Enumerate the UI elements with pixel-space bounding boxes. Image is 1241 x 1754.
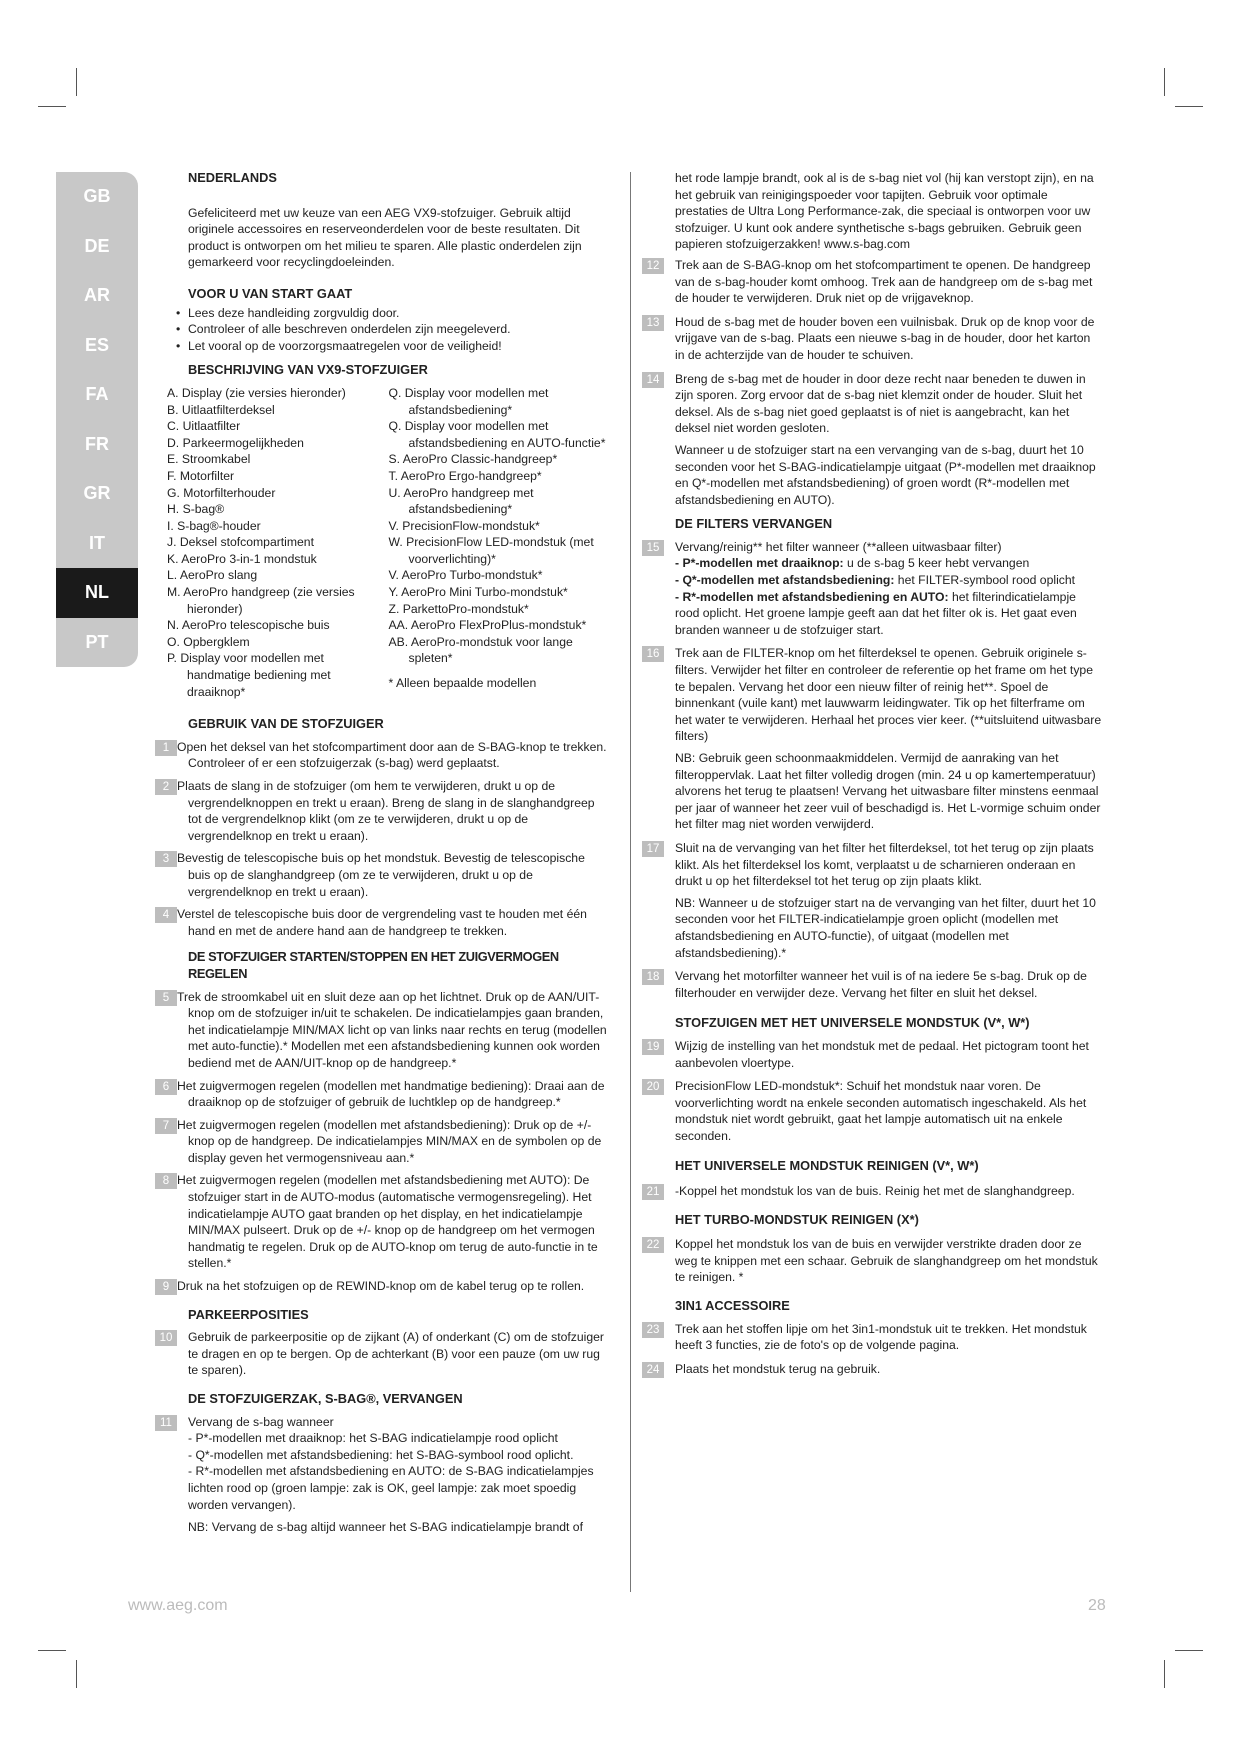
- part-item: W. PrecisionFlow LED-mondstuk (met voorverlichting)*: [388, 535, 594, 566]
- crop-mark: [76, 1660, 77, 1688]
- heading-accessory: 3IN1 ACCESSOIRE: [675, 1298, 790, 1314]
- step: [155, 850, 610, 900]
- part-item: I. S-bag®-houder: [167, 518, 261, 533]
- part-item: AB. AeroPro-mondstuk voor lange spleten*: [388, 634, 573, 666]
- step: [642, 840, 1102, 961]
- continued-text: het rode lampje brandt, ook al is de s-bag niet vol (hij kan verstopt zijn), en na het gebruik van reinigingspoeder voor tapijten. Gebruik voor optimale prestaties de Ultra Long Performance-zak, die speciaal is ontworpen voor uw stofzuiger. U kunt ook andere synthetische s-bags gebruiken. Gebruik geen papieren stofzuigerzakken! www.s-bag.com: [675, 171, 1094, 252]
- bag-line: - R*-modellen met afstandsbediening en AUTO: de S-BAG indicatielampjes lichten rood op (groen lampje: zak is OK, geel lampje: zak moet spoedig worden vervangen).: [188, 1464, 594, 1512]
- tab-es[interactable]: ES: [56, 321, 138, 371]
- part-item: O. Opbergklem: [167, 634, 250, 649]
- step: [155, 1117, 610, 1167]
- part-item: Q. Display voor modellen met afstandsbediening en AUTO-functie*: [388, 419, 606, 450]
- step-number: 23: [642, 1322, 664, 1338]
- step-text: Trek aan het stoffen lipje om het 3in1-mondstuk uit te trekken. Het mondstuk heeft 3 functies, zie de foto's op de volgende pagina.: [675, 1321, 1087, 1353]
- step-number: 20: [642, 1079, 664, 1095]
- step-number: 15: [642, 540, 664, 556]
- after-bag-note: Wanneer u de stofzuiger start na een vervanging van de s-bag, duurt het 10 seconden voor het S-BAG-indicatielampje uitgaat (P*-modellen met draaiknop en Q*-modellen met afstandsbediening) of groen wordt (R*-modellen met afstandsbediening en AUTO).: [675, 442, 1096, 507]
- heading-turbo: HET TURBO-MONDSTUK REINIGEN (X*): [675, 1211, 919, 1227]
- step-number: 22: [642, 1237, 664, 1253]
- step: [642, 1361, 1102, 1378]
- bag-note: NB: Vervang de s-bag altijd wanneer het S-BAG indicatielampje brandt of: [188, 1520, 583, 1535]
- step: [155, 778, 610, 844]
- step-number: 19: [642, 1039, 664, 1055]
- column-divider: [630, 172, 631, 1592]
- crop-mark: [1175, 106, 1203, 107]
- step-text: Vervang de s-bag wanneer: [188, 1414, 334, 1429]
- step-text: Trek aan de FILTER-knop om het filterdeksel te openen. Gebruik originele s-filters. Verwijder het filter en controleer de referentie op het frame om het type te bepalen. Vervang het door een nieuw filter of reinig het**. Spoel de binnenkant (vuile kant) met lauwwarm leidingwater. Tik op het filterframe om het water te verwijderen. Herhaal het proces vier keer. (**uitsluitend uitwasbare filters): [675, 646, 1102, 744]
- heading-description: BESCHRIJVING VAN VX9-STOFZUIGER: [188, 362, 428, 378]
- heading-universal-clean: HET UNIVERSELE MONDSTUK REINIGEN (V*, W*): [675, 1158, 979, 1174]
- part-item: V. AeroPro Turbo-mondstuk*: [388, 568, 543, 583]
- part-item: K. AeroPro 3-in-1 mondstuk: [167, 551, 317, 566]
- step-text: Bevestig de telescopische buis op het mondstuk. Bevestig de telescopische buis op de slanghandgreep (om ze te verwijderen, drukt u op de vergrendelknop en trekt u eraan).: [177, 851, 585, 899]
- tab-gb[interactable]: GB: [56, 172, 138, 222]
- heading-start-stop: DE STOFZUIGER STARTEN/STOPPEN EN HET ZUIGVERMOGEN REGELEN: [188, 949, 559, 981]
- step: [155, 1172, 610, 1272]
- part-item: M. AeroPro handgreep (zie versies hieronder): [167, 585, 355, 616]
- part-item: V. PrecisionFlow-mondstuk*: [388, 518, 540, 533]
- step-text: Het zuigvermogen regelen (modellen met afstandsbediening): Druk op de +/- knop op de handgreep. De indicatielampjes MIN/MAX en de symbolen op de display geven het vermogensniveau aan.*: [177, 1117, 602, 1165]
- step-text: Koppel het mondstuk los van de buis en verwijder verstrikte draden door ze weg te knippen met een schaar. Gebruik de slanghandgreep om het mondstuk te reinigen. *: [675, 1237, 1098, 1285]
- step: [155, 906, 610, 939]
- language-tabs: [56, 172, 138, 667]
- part-item: E. Stroomkabel: [167, 452, 251, 467]
- crop-mark: [1175, 1650, 1203, 1651]
- heading-filters: DE FILTERS VERVANGEN: [675, 516, 833, 532]
- step: [155, 1278, 610, 1295]
- step: [155, 1329, 610, 1379]
- step: [642, 645, 1102, 833]
- list-item: • Lees deze handleiding zorgvuldig door.: [188, 305, 610, 322]
- step: [642, 1321, 1102, 1354]
- step-number: 4: [155, 907, 177, 923]
- step-text: Open het deksel van het stofcompartiment door aan de S-BAG-knop te trekken. Controleer of er een stofzuigerzak (s-bag) werd geplaatst.: [177, 739, 607, 771]
- crop-mark: [1164, 68, 1165, 96]
- tab-gr[interactable]: GR: [56, 469, 138, 519]
- tab-nl[interactable]: NL: [56, 568, 138, 618]
- step: [642, 314, 1102, 364]
- step: [642, 371, 1102, 509]
- step: [155, 739, 610, 772]
- filter-line-text: het filterindicatielampje rood oplicht. Het groene lampje geeft aan dat het filter ok is. Het gaat even branden wanneer u de stofzuiger start.: [675, 589, 1077, 637]
- part-item: A. Display (zie versies hieronder): [167, 385, 346, 400]
- part-item: T. AeroPro Ergo-handgreep*: [388, 468, 542, 483]
- filter-line: [675, 589, 1102, 639]
- parts-list: [155, 385, 610, 700]
- part-item: Z. ParkettoPro-mondstuk*: [388, 601, 529, 616]
- page-number: 28: [1088, 1597, 1106, 1614]
- heading-before-start: VOOR U VAN START GAAT: [188, 285, 353, 301]
- list-item: • Let vooral op de voorzorgsmaatregelen voor de veiligheid!: [188, 338, 610, 355]
- step-text: Vervang het motorfilter wanneer het vuil is of na iedere 5e s-bag. Druk op de filterhouder en verwijder deze. Vervang het filter en sluit het deksel.: [675, 969, 1087, 1000]
- filter-line-bold: - P*-modellen met draaiknop:: [675, 556, 844, 571]
- part-item: J. Deksel stofcompartiment: [167, 535, 314, 550]
- step-number: 2: [155, 779, 177, 795]
- part-item: N. AeroPro telescopische buis: [167, 618, 330, 633]
- part-item: G. Motorfilterhouder: [167, 485, 276, 500]
- part-item: P. Display voor modellen met handmatige bediening met draaiknop*: [167, 651, 331, 699]
- tab-pt[interactable]: PT: [56, 618, 138, 668]
- crop-mark: [76, 68, 77, 96]
- part-item: U. AeroPro handgreep met afstandsbediening*: [388, 485, 534, 517]
- crop-mark: [38, 106, 66, 107]
- step-number: 21: [642, 1184, 664, 1200]
- part-item: D. Parkeermogelijkheden: [167, 435, 304, 450]
- step-text: Sluit na de vervanging van het filter het filterdeksel, tot het terug op zijn plaats klikt. Als het filterdeksel los komt, verplaatst u de scharnieren onderaan en drukt u op het filterdeksel tot het terug op zijn plaats klikt.: [675, 840, 1094, 889]
- step-number: 18: [642, 969, 664, 985]
- step-text: Verstel de telescopische buis door de vergrendeling vast te houden met één hand en met de andere hand aan de handgreep te trekken.: [177, 907, 587, 938]
- heading-universal: STOFZUIGEN MET HET UNIVERSELE MONDSTUK (V*, W*): [675, 1015, 1030, 1031]
- step-text: Het zuigvermogen regelen (modellen met afstandsbediening met AUTO): De stofzuiger start in de AUTO-modus (automatische vermogensregeling). Het indicatielampje AUTO gaat branden op het display, en het indicatielampje MIN/MAX pulseert. Druk op de +/- knop op de handgreep om het vermogen handmatig te regelen. Druk op de AUTO-knop om terug de auto-functie in te stellen.*: [177, 1173, 598, 1271]
- step-text: -Koppel het mondstuk los van de buis. Reinig het met de slanghandgreep.: [675, 1184, 1075, 1199]
- step-text: Trek aan de S-BAG-knop om het stofcompartiment te openen. De handgreep van de s-bag-houder komt omhoog. Trek aan de handgreep om de s-bag met de houder te verwijderen. Druk niet op de vrijgaveknop.: [675, 257, 1093, 306]
- step: [642, 257, 1102, 307]
- part-item: B. Uitlaatfilterdeksel: [167, 402, 275, 417]
- heading-bag: DE STOFZUIGERZAK, S-BAG®, VERVANGEN: [188, 1391, 463, 1406]
- filter-line-text: u de s-bag 5 keer hebt vervangen: [843, 556, 1030, 571]
- step-text: Druk na het stofzuigen op de REWIND-knop om de kabel terug op te rollen.: [177, 1279, 585, 1294]
- step-text: Breng de s-bag met de houder in door deze recht naar beneden te duwen in zijn sporen. Zorg ervoor dat de s-bag niet klemzit onder de houder. Sluit het deksel. Als de s-bag niet goed geplaatst is of niet is aangebracht, kan het deksel niet worden gesloten.: [675, 371, 1086, 436]
- tab-it[interactable]: IT: [56, 519, 138, 569]
- step-number: 1: [155, 740, 177, 756]
- step-number: 16: [642, 646, 664, 662]
- step-number: 12: [642, 258, 664, 274]
- step-number: 5: [155, 990, 177, 1006]
- part-item: Q. Display voor modellen met afstandsbediening*: [388, 385, 549, 417]
- step-text: Plaats de slang in de stofzuiger (om hem te verwijderen, drukt u op de vergrendelknoppen en trekt u eraan). Breng de slang in de slanghandgreep tot de vergrendelknop klikt (om ze te verwijderen, drukt u op de vergrendelknop en trekt u eraan).: [177, 779, 595, 843]
- bag-line: - P*-modellen met draaiknop: het S-BAG indicatielampje rood oplicht: [188, 1431, 558, 1446]
- footer-url[interactable]: www.aeg.com: [128, 1597, 228, 1614]
- step: [642, 1236, 1102, 1286]
- heading-parking: PARKEERPOSITIES: [188, 1306, 309, 1322]
- step-number: 9: [155, 1279, 177, 1295]
- filter-line: [675, 555, 1102, 572]
- section-title: NEDERLANDS: [188, 170, 277, 185]
- step-number: 14: [642, 372, 664, 388]
- tab-ar[interactable]: AR: [56, 271, 138, 321]
- filter-line-bold: - Q*-modellen met afstandsbediening:: [675, 573, 895, 588]
- before-list: [155, 305, 610, 355]
- list-item: • Controleer of alle beschreven onderdelen zijn meegeleverd.: [188, 321, 610, 338]
- tab-fa[interactable]: FA: [56, 370, 138, 420]
- part-item: AA. AeroPro FlexProPlus-mondstuk*: [388, 618, 587, 633]
- step: [155, 989, 610, 1072]
- parts-note: * Alleen bepaalde modellen: [388, 676, 537, 691]
- step-number: 24: [642, 1362, 664, 1378]
- part-item: L. AeroPro slang: [167, 568, 258, 583]
- step-number: 13: [642, 315, 664, 331]
- tab-fr[interactable]: FR: [56, 420, 138, 470]
- step-text: Houd de s-bag met de houder boven een vuilnisbak. Druk op de knop voor de vrijgave van de s-bag. Plaats een nieuwe s-bag in de houder, door het karton in de achterzijde van de houder te schuiven.: [675, 314, 1095, 362]
- step-text: Gebruik de parkeerpositie op de zijkant (A) of onderkant (C) om de stofzuiger te dragen en op te bergen. Op de achterkant (B) voor een pauze (om uw rug te sparen).: [188, 1330, 604, 1378]
- step-text: Vervang/reinig** het filter wanneer (**alleen uitwasbaar filter): [675, 539, 1002, 554]
- step-text: PrecisionFlow LED-mondstuk*: Schuif het mondstuk naar voren. De voorverlichting wordt na enkele seconden automatisch ingeschakeld. Als het mondstuk niet wordt gebruikt, gaat het lampje automatisch uit na enkele seconden.: [675, 1079, 1087, 1143]
- step: [642, 1183, 1102, 1200]
- step-number: 7: [155, 1118, 177, 1134]
- step: [642, 539, 1102, 639]
- part-item: F. Motorfilter: [167, 468, 235, 483]
- crop-mark: [38, 1650, 66, 1651]
- part-item: H. S-bag®: [167, 502, 225, 517]
- step-number: 11: [155, 1415, 177, 1431]
- step: [642, 1038, 1102, 1071]
- left-column: [155, 170, 610, 1536]
- step-text: Trek de stroomkabel uit en sluit deze aan op het lichtnet. Druk op de AAN/UIT-knop om de stofzuiger in/uit te schakelen. De indicatielampjes gaan branden, het indicatielampje MIN/MAX licht op van links naar rechts en terug (modellen met auto-functie).* Modellen met een afstandsbediening kunnen ook worden bediend met de AAN/UIT-knop op de handgreep.*: [177, 989, 607, 1070]
- right-column: [642, 170, 1102, 1377]
- filter-line-bold: - R*-modellen met afstandsbediening en AUTO:: [675, 589, 949, 604]
- step-text: Het zuigvermogen regelen (modellen met handmatige bediening): Draai aan de draaiknop op de stofzuiger of gebruik de luchtklep op de handgreep.*: [177, 1078, 605, 1110]
- filter-line: [675, 572, 1102, 589]
- parts-column-1: [167, 385, 389, 700]
- bag-line: - Q*-modellen met afstandsbediening: het S-BAG-symbool rood oplicht.: [188, 1447, 574, 1462]
- intro-text: Gefeliciteerd met uw keuze van een AEG VX9-stofzuiger. Gebruik altijd originele accessoires en reserveonderdelen voor de beste resultaten. Dit product is ontworpen om het milieu te sparen. Alle plastic onderdelen zijn gemarkeerd voor recyclingdoeleinden.: [188, 205, 582, 270]
- step-number: 17: [642, 841, 664, 857]
- heading-use: GEBRUIK VAN DE STOFZUIGER: [188, 716, 384, 732]
- parts-column-2: [389, 385, 611, 700]
- step-number: 6: [155, 1079, 177, 1095]
- tab-de[interactable]: DE: [56, 222, 138, 272]
- step: [642, 968, 1102, 1001]
- crop-mark: [1164, 1660, 1165, 1688]
- step-number: 8: [155, 1173, 177, 1189]
- filter-note: NB: Wanneer u de stofzuiger start na de vervanging van het filter, duurt het 10 seconden voor het FILTER-indicatielampje groen oplicht (modellen met afstandsbediening en AUTO-functie), of uitgaat (modellen met afstandsbediening).*: [675, 895, 1096, 960]
- step: [155, 1078, 610, 1111]
- step: [642, 1078, 1102, 1144]
- step-number: 3: [155, 851, 177, 867]
- part-item: S. AeroPro Classic-handgreep*: [388, 452, 558, 467]
- step: [155, 1414, 610, 1536]
- filter-line-text: het FILTER-symbool rood oplicht: [894, 573, 1076, 588]
- part-item: Y. AeroPro Mini Turbo-mondstuk*: [388, 585, 568, 600]
- part-item: C. Uitlaatfilter: [167, 419, 241, 434]
- step-text: Wijzig de instelling van het mondstuk met de pedaal. Het pictogram toont het aanbevolen vloertype.: [675, 1038, 1089, 1070]
- step-number: 10: [155, 1330, 177, 1346]
- filter-note: NB: Gebruik geen schoonmaakmiddelen. Vermijd de aanraking van het filteroppervlak. Laat het filter volledig drogen (min. 24 u op kamertemperatuur) alvorens het terug te plaatsen! Vervang het uitwasbare filter minstens eenmaal per jaar of wanneer het zeer vuil of beschadigd is. Het L-vormige schuim onder het filter mag niet worden verwijderd.: [675, 751, 1101, 832]
- step-text: Plaats het mondstuk terug na gebruik.: [675, 1361, 881, 1376]
